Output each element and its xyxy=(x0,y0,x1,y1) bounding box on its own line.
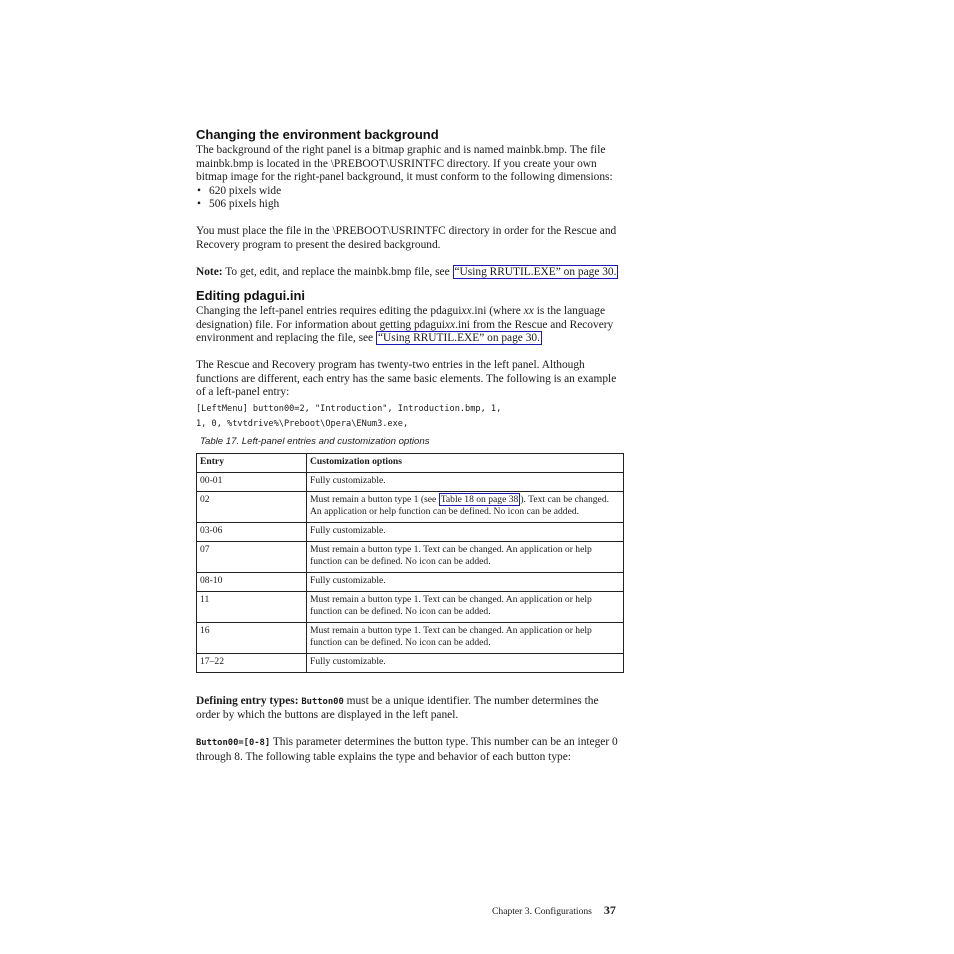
footer-chapter: Chapter 3. Configurations xyxy=(492,906,592,917)
table-cell-text: Fully customizable. xyxy=(307,653,624,672)
paragraph-button-type-param: Button00=[0-8] This parameter determines the button type. This number can be an integer 0 through 8. The following table explains the type and behavior of each button type: xyxy=(196,736,618,763)
table-row xyxy=(197,541,624,572)
table-cell-entry: 03-06 xyxy=(197,522,307,541)
table-row xyxy=(197,522,624,541)
table-cell-entry: 00-01 xyxy=(197,472,307,491)
list-item: • 506 pixels high xyxy=(196,198,624,212)
note-label: Note: xyxy=(196,265,223,278)
table-cell-text: Fully customizable. xyxy=(307,472,624,491)
code-example-line-1: [LeftMenu] button00=2, "Introduction", Introduction.bmp, 1, xyxy=(196,403,502,414)
table-cell-text: Fully customizable. xyxy=(307,522,624,541)
paragraph-file-placement: You must place the file in the \PREBOOT\USRINTFC directory in order for the Rescue and Recovery program to present the desired background. xyxy=(196,225,617,251)
table-header-entry: Entry xyxy=(197,453,307,472)
note-paragraph xyxy=(196,266,624,280)
table-cell-entry: 17–22 xyxy=(197,653,307,672)
table-cell-text: Must remain a button type 1. Text can be changed. An application or help function can be defined. No icon can be added. xyxy=(307,591,624,622)
table-cell-entry: 07 xyxy=(197,541,307,572)
table-cell-text: Must remain a button type 1. Text can be changed. An application or help function can be defined. No icon can be added. xyxy=(307,622,624,653)
page-content xyxy=(196,126,624,764)
code-example-line-2: 1, 0, %tvtdrive%\Preboot\Opera\ENum3.exe, xyxy=(196,418,409,429)
table-row xyxy=(197,622,624,653)
paragraph-background-intro: The background of the right panel is a bitmap graphic and is named mainbk.bmp. The file mainbk.bmp is located in the \PREBOOT\USRINTFC directory. If you create your own bitmap image for the right-panel background, it must conform to the following dimensions: xyxy=(196,144,613,183)
button00-param-code: Button00=[0-8] xyxy=(196,738,271,748)
page-footer xyxy=(492,901,616,919)
page-number: 37 xyxy=(603,903,616,917)
note-text: To get, edit, and replace the mainbk.bmp file, see xyxy=(225,265,450,278)
table-cell-text: Fully customizable. xyxy=(307,572,624,591)
left-panel-entries-table xyxy=(196,453,624,673)
paragraph-left-panel-entries: Changing the left-panel entries requires editing the pdaguixx.ini (where xx is the language designation) file. For information about getting pdaguixx.ini from the Rescue and Recovery environment and replacing the file, see “Using RRUTIL.EXE” on page 30. xyxy=(196,305,614,344)
paragraph-defining-entry-types: Defining entry types: Button00 must be a unique identifier. The number determines the order by which the buttons are displayed in the left panel. xyxy=(196,694,599,721)
link-rrutil[interactable]: “Using RRUTIL.EXE” on page 30. xyxy=(377,332,540,344)
table-row xyxy=(197,653,624,672)
defining-entry-types-label: Defining entry types: xyxy=(196,694,299,707)
button00-code: Button00 xyxy=(301,696,344,707)
table-cell-text: Must remain a button type 1 (see Table 18 on page 38 ). Text can be changed. An application or help function can be defined. No icon can be added. xyxy=(307,491,624,522)
table-row xyxy=(197,472,624,491)
table-cell-entry: 02 xyxy=(197,491,307,522)
paragraph-entries-overview: The Rescue and Recovery program has twenty-two entries in the left panel. Although functions are different, each entry has the same basic elements. The following is an example of a left-panel entry: xyxy=(196,359,617,398)
section-heading-editing-pdagui: Editing pdagui.ini xyxy=(196,288,306,303)
table-cell-entry: 11 xyxy=(197,591,307,622)
table-cell-entry: 16 xyxy=(197,622,307,653)
table-header-options: Customization options xyxy=(307,453,624,472)
table-row xyxy=(197,591,624,622)
list-item: • 620 pixels wide xyxy=(196,185,624,199)
link-table-18[interactable]: Table 18 on page 38 xyxy=(440,493,519,505)
table-header-row xyxy=(197,453,624,472)
section-heading-environment-background: Changing the environment background xyxy=(196,127,439,142)
table-row xyxy=(197,491,624,522)
table-row xyxy=(197,572,624,591)
table-cell-entry: 08-10 xyxy=(197,572,307,591)
table-caption: Table 17. Left-panel entries and customization options xyxy=(200,435,430,447)
note-link-rrutil[interactable]: “Using RRUTIL.EXE” on page 30. xyxy=(454,265,617,278)
table-cell-text: Must remain a button type 1. Text can be changed. An application or help function can be defined. No icon can be added. xyxy=(307,541,624,572)
dimensions-list xyxy=(196,185,624,212)
